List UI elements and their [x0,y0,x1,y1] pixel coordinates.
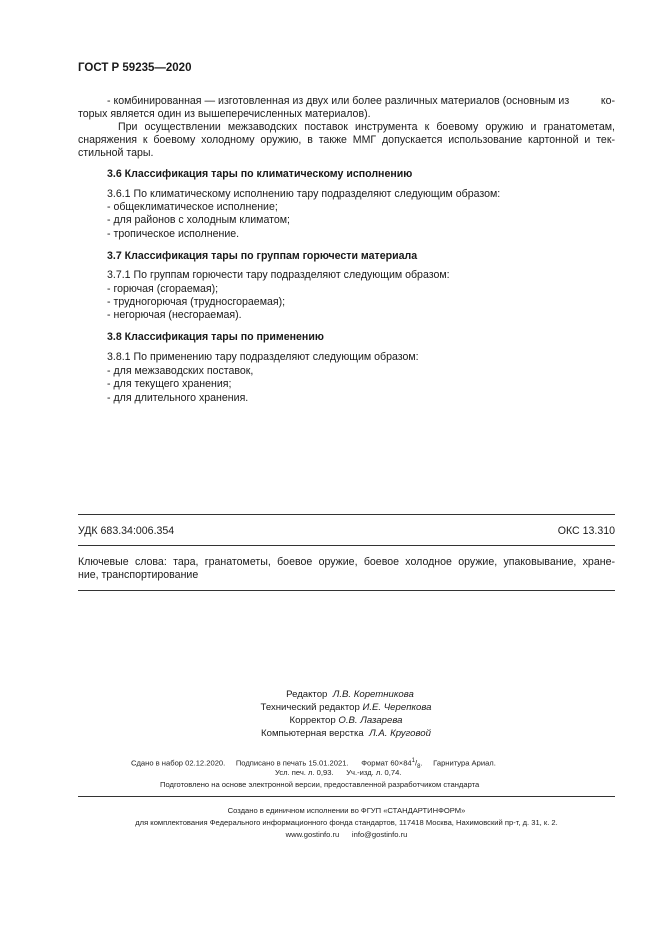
list-item: - общеклиматическое исполнение; [107,201,278,213]
list-item: - для районов с холодным климатом; [107,214,290,226]
publisher-sheets: Уч.-изд. л. 0,74. [346,768,402,777]
section-3-8-heading: 3.8 Классификация тары по применению [107,331,324,343]
imprint-corrector [0,715,661,727]
website-link[interactable]: www.gostinfo.ru [285,830,340,839]
format-numerator: 1 [411,758,415,764]
list-item: - трудногорючая (трудносгораемая); [107,296,286,308]
document-header: ГОСТ Р 59235—2020 [78,62,192,74]
typeface: Гарнитура Ариал. [433,758,496,768]
section-3-6-heading: 3.6 Классификация тары по климатическому исполнению [107,168,413,180]
imprint-editor [0,689,661,701]
layout-label: Компьютерная верстка [261,728,364,739]
intro-paragraph-2-line-3: стильной тары. [78,147,154,159]
editor-label: Редактор [286,689,328,700]
list-item: - тропическое исполнение. [107,228,240,240]
divider [78,796,615,797]
list-item: - для текущего хранения; [107,378,232,390]
publisher-line-1: Создано в единичном исполнении во ФГУП «СТАНДАРТИНФОРМ» [227,806,466,815]
section-3-7-lead: 3.7.1 По группам горючести тару подразделяют следующим образом: [107,269,450,281]
oks-code: ОКС 13.310 [557,525,615,537]
imprint-tech-editor [0,702,661,714]
tech-editor-label: Технический редактор [260,702,360,713]
divider [78,514,615,515]
divider [78,590,615,591]
section-3-7-heading: 3.7 Классификация тары по группам горючести материала [107,250,418,262]
intro-paragraph-2-line-1: При осуществлении межзаводских поставок инструмента к боевому оружию и гранатометам, [118,121,615,133]
publisher-line-3 [78,830,615,840]
intro-paragraph-1-line-1 [107,95,615,108]
intro-paragraph-2-line-2: снаряжения к боевому холодному оружию, в также ММГ допускается использование картонной и тек- [78,134,615,146]
list-item: - для межзаводских поставок, [107,365,254,377]
divider [78,545,615,546]
list-item: - для длительного хранения. [107,392,249,404]
editor-name: Л.В. Коретникова [332,689,414,700]
section-3-8-lead: 3.8.1 По применению тару подразделяют следующим образом: [107,351,419,363]
corrector-name: О.В. Лазарева [338,715,403,726]
udk-code: УДК 683.34:006.354 [78,525,175,537]
intro-line-text: - комбинированная — изготовленная из двух или более различных материалов (основным из [107,95,570,107]
print-sheets: Усл. печ. л. 0,93. [275,768,334,777]
intro-paragraph-1-line-2: торых является один из вышеперечисленных материалов). [78,108,371,120]
tech-editor-name: И.Е. Черепкова [362,702,432,713]
keywords-line-2: ние, транспортирование [78,569,199,581]
corrector-label: Корректор [289,715,336,726]
publisher-line-2: для комплектования Федерального информационного фонда стандартов, 117418 Москва, Нахимовский пр-т, д. 31, к. 2. [135,818,558,827]
signed-date: Подписано в печать 15.01.2021. [235,758,349,768]
intro-line-hyphen: ко- [600,95,615,107]
publishing-line-2 [275,768,401,778]
list-item: - негорючая (несгораемая). [107,309,242,321]
publishing-line-1: Сдано в набор 02.12.2020. Подписано в печать 15.01.2021. Формат $60\times 84^1/_8$. Гарнитура Ариал. [131,758,496,771]
publishing-line-3: Подготовлено на основе электронной версии, предоставленной разработчиком стандарта [160,780,480,789]
list-item: - горючая (сгораемая); [107,283,219,295]
format-dot: . [420,758,423,768]
layout-name: Л.А. Круговой [369,728,431,739]
imprint-layout [0,728,661,740]
keywords-line-1: Ключевые слова: тара, гранатометы, боевое оружие, боевое холодное оружие, упаковывание, хране- [78,556,615,568]
section-3-6-lead: 3.6.1 По климатическому исполнению тару подразделяют следующим образом: [107,188,501,200]
typeset-date: Сдано в набор 02.12.2020. [131,758,226,768]
email-link[interactable]: info@gostinfo.ru [351,830,408,839]
format-denominator: 8 [417,764,421,771]
format-label: Формат 60×84 [361,758,412,768]
